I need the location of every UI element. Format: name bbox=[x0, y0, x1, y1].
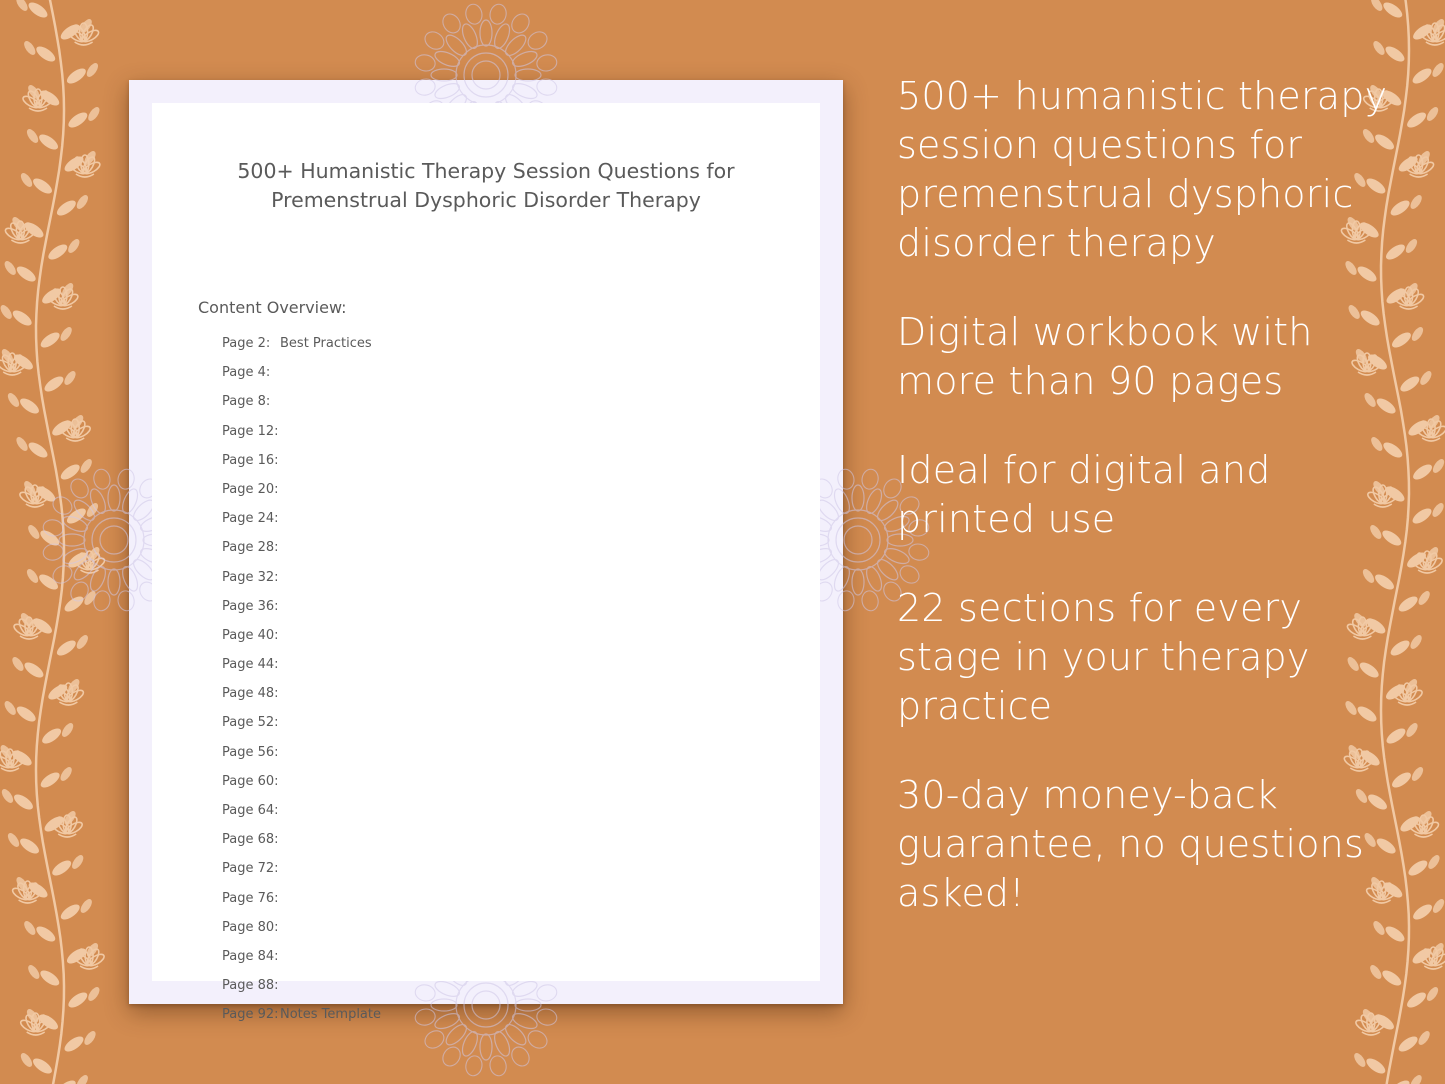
feature-item: Digital workbook with more than 90 pages bbox=[897, 310, 1313, 403]
toc-entry bbox=[222, 570, 381, 599]
feature-item: 22 sections for every stage in your therapy practice bbox=[897, 586, 1310, 728]
toc-page-number: Page 24: bbox=[222, 511, 279, 527]
workbook-page-preview bbox=[129, 80, 843, 1023]
toc-entry bbox=[222, 891, 381, 920]
toc-page-number: Page 2: bbox=[222, 336, 271, 351]
toc-page-number: Page 20: bbox=[222, 481, 279, 497]
toc-section-label: Notes Template bbox=[280, 1007, 381, 1023]
feature-list bbox=[897, 72, 1407, 958]
mandala-icon bbox=[813, 450, 903, 630]
toc-entry bbox=[222, 511, 381, 540]
toc-entry bbox=[222, 453, 381, 482]
table-of-contents bbox=[222, 336, 381, 1037]
mandala-icon bbox=[69, 450, 159, 630]
toc-page-number: Page 60: bbox=[222, 773, 279, 789]
toc-entry bbox=[222, 482, 381, 511]
toc-page-number: Page 16: bbox=[222, 452, 279, 468]
toc-page-number: Page 56: bbox=[222, 744, 279, 760]
page-content bbox=[152, 103, 820, 1023]
toc-page-number: Page 28: bbox=[222, 540, 279, 556]
toc-section-label: Best Practices bbox=[280, 336, 372, 351]
toc-page-number: Page 8: bbox=[222, 394, 271, 410]
toc-entry bbox=[222, 599, 381, 628]
feature-item: 500+ humanistic therapy session questions for premenstrual dysphoric disorder therapy bbox=[897, 74, 1388, 265]
toc-page-number: Page 12: bbox=[222, 423, 279, 439]
toc-entry bbox=[222, 715, 381, 744]
toc-page-number: Page 88: bbox=[222, 978, 279, 994]
toc-page-number: Page 72: bbox=[222, 861, 279, 877]
toc-page-number: Page 52: bbox=[222, 715, 279, 731]
toc-page-number: Page 68: bbox=[222, 832, 279, 848]
toc-page-number: Page 48: bbox=[222, 686, 279, 702]
toc-entry bbox=[222, 745, 381, 774]
document-title-line: Premenstrual Dysphoric Disorder Therapy bbox=[271, 188, 701, 212]
content-overview-heading: Content Overview: bbox=[198, 298, 347, 317]
mandala-icon bbox=[379, 40, 593, 110]
toc-entry bbox=[222, 861, 381, 890]
toc-entry bbox=[222, 803, 381, 832]
toc-page-number: Page 92: bbox=[222, 1007, 279, 1023]
toc-page-number: Page 76: bbox=[222, 890, 279, 906]
feature-item: 30-day money-back guarantee, no questions asked! bbox=[897, 773, 1364, 915]
toc-entry bbox=[222, 628, 381, 657]
toc-page-number: Page 80: bbox=[222, 919, 279, 935]
toc-entry bbox=[222, 394, 381, 423]
toc-page-number: Page 36: bbox=[222, 598, 279, 614]
toc-entry bbox=[222, 336, 381, 365]
feature-item: Ideal for digital and printed use bbox=[897, 448, 1271, 541]
toc-entry bbox=[222, 978, 381, 1007]
toc-entry bbox=[222, 920, 381, 949]
toc-entry bbox=[222, 365, 381, 394]
toc-entry bbox=[222, 424, 381, 453]
toc-entry bbox=[222, 540, 381, 569]
toc-page-number: Page 40: bbox=[222, 627, 279, 643]
toc-entry bbox=[222, 774, 381, 803]
toc-entry bbox=[222, 949, 381, 978]
toc-entry bbox=[222, 657, 381, 686]
toc-page-number: Page 44: bbox=[222, 657, 279, 673]
document-title bbox=[152, 157, 820, 215]
toc-entry bbox=[222, 686, 381, 715]
toc-page-number: Page 64: bbox=[222, 803, 279, 818]
toc-page-number: Page 32: bbox=[222, 569, 279, 585]
toc-page-number: Page 4: bbox=[222, 365, 271, 381]
toc-entry bbox=[222, 832, 381, 861]
toc-entry bbox=[222, 1007, 381, 1036]
document-title-line: 500+ Humanistic Therapy Session Questions for bbox=[237, 159, 735, 183]
toc-page-number: Page 84: bbox=[222, 948, 279, 964]
